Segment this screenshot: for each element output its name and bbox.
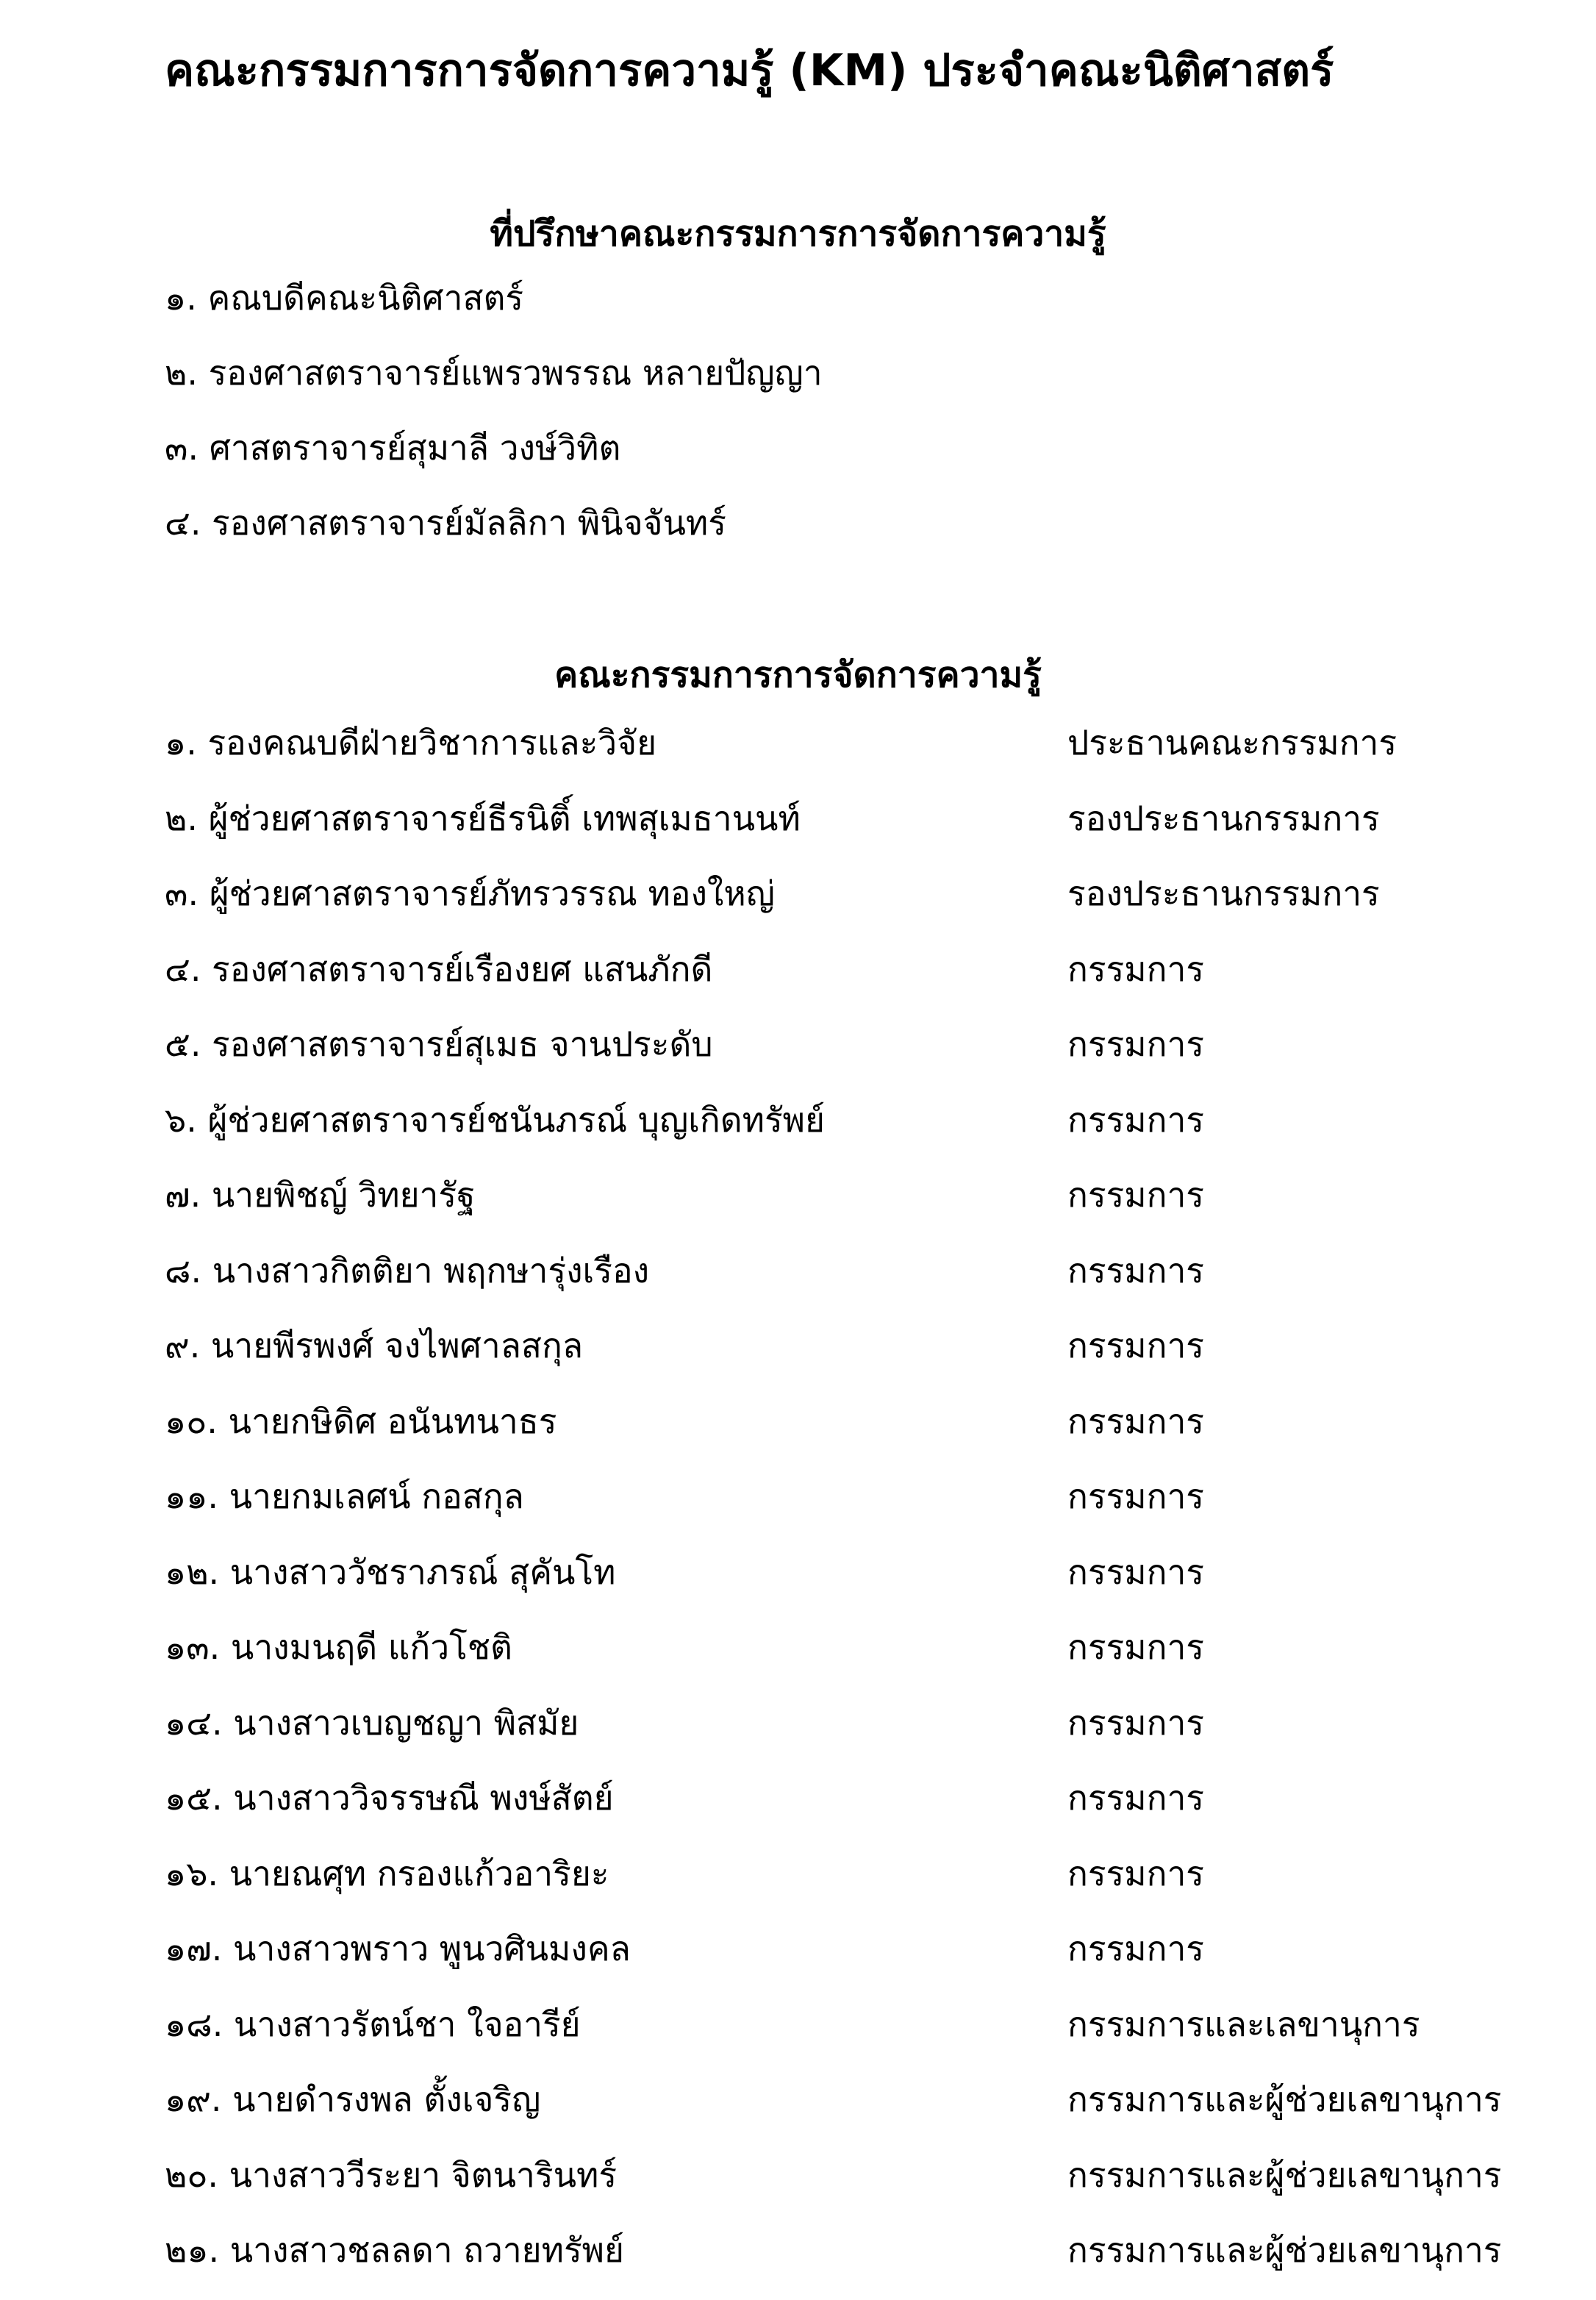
member-name: ๒๑. นางสาวชลลดา ถวายทรัพย์	[165, 2230, 624, 2270]
committee-member-row	[165, 1546, 1591, 1622]
member-role: กรรมการและผู้ช่วยเลขานุการ	[1067, 2079, 1502, 2119]
committee-member-row	[165, 1245, 1591, 1321]
member-role: รองประธานกรรมการ	[1067, 798, 1380, 838]
member-name: ๖. ผู้ช่วยศาสตราจารย์ชนันภรณ์ บุญเกิดทรัพย์	[165, 1099, 825, 1140]
member-name: ๑๕. นางสาววิจรรษณี พงษ์สัตย์	[165, 1778, 614, 1818]
committee-member-row	[165, 1772, 1591, 1848]
document-title: คณะกรรมการการจัดการความรู้ (KM) ประจำคณะนิติศาสตร์	[165, 45, 1334, 96]
committee-member-row	[165, 717, 1591, 793]
member-name: ๑๔. นางสาวเบญชญา พิสมัย	[165, 1702, 579, 1743]
member-name: ๑๙. นายดำรงพล ตั้งเจริญ	[165, 2079, 541, 2119]
committee-member-row	[165, 1018, 1591, 1094]
member-name: ๑๘. นางสาวรัตน์ชา ใจอารีย์	[165, 2004, 581, 2044]
member-role: กรรมการ	[1067, 1853, 1204, 1893]
committee-member-row	[165, 2149, 1591, 2225]
member-name: ๘. นางสาวกิตติยา พฤกษารุ่งเรือง	[165, 1250, 650, 1290]
committee-member-row	[165, 1169, 1591, 1245]
member-role: กรรมการ	[1067, 1702, 1204, 1743]
member-role: กรรมการ	[1067, 1778, 1204, 1818]
member-name: ๑๐. นายกษิดิศ อนันทนาธร	[165, 1401, 557, 1441]
member-name: ๓. ผู้ช่วยศาสตราจารย์ภัทรวรรณ ทองใหญ่	[165, 874, 775, 913]
member-name: ๑๓. นางมนฤดี แก้วโชติ	[165, 1627, 512, 1667]
committee-member-row	[165, 868, 1591, 943]
committee-member-row	[165, 1396, 1591, 1471]
committee-heading: คณะกรรมการการจัดการความรู้	[554, 654, 1042, 696]
member-name: ๔. รองศาสตราจารย์เรืองยศ แสนภักดี	[165, 949, 713, 989]
member-role: กรรมการ	[1067, 1326, 1204, 1365]
committee-member-row	[165, 1999, 1591, 2074]
member-role: กรรมการ	[1067, 1099, 1204, 1140]
committee-member-row	[165, 1320, 1591, 1396]
member-role: กรรมการ	[1067, 1401, 1204, 1441]
member-name: ๒. ผู้ช่วยศาสตราจารย์ธีรนิติ์ เทพสุเมธานนท์	[165, 798, 801, 838]
committee-member-row	[165, 2074, 1591, 2149]
advisors-heading: ที่ปรึกษาคณะกรรมการการจัดการความรู้	[490, 213, 1106, 254]
member-name: ๑๖. นายณศุท กรองแก้วอาริยะ	[165, 1853, 609, 1893]
advisor-item: ๓. ศาสตราจารย์สุมาลี วงษ์วิทิต	[165, 428, 621, 468]
advisor-item: ๒. รองศาสตราจารย์แพรวพรรณ หลายปัญญา	[165, 353, 823, 393]
committee-member-row	[165, 1471, 1591, 1546]
advisor-item: ๑. คณบดีคณะนิติศาสตร์	[165, 278, 524, 318]
member-name: ๗. นายพิชญ์ วิทยารัฐ	[165, 1175, 476, 1215]
member-role: ประธานคณะกรรมการ	[1067, 723, 1398, 762]
committee-list	[165, 717, 1591, 2300]
member-name: ๑๒. นางสาววัชราภรณ์ สุคันโท	[165, 1551, 616, 1592]
advisors-list	[165, 272, 823, 572]
member-name: ๑. รองคณบดีฝ่ายวิชาการและวิจัย	[165, 723, 657, 762]
committee-member-row	[165, 1094, 1591, 1170]
advisor-item: ๔. รองศาสตราจารย์มัลลิกา พินิจจันทร์	[165, 503, 726, 543]
committee-member-row	[165, 943, 1591, 1019]
member-role: กรรมการและผู้ช่วยเลขานุการ	[1067, 2154, 1502, 2195]
member-name: ๑๗. นางสาวพราว พูนวศินมงคล	[165, 1929, 631, 1968]
committee-member-row	[165, 1848, 1591, 1924]
member-role: กรรมการ	[1067, 1250, 1204, 1290]
member-name: ๕. รองศาสตราจารย์สุเมธ จานประดับ	[165, 1024, 713, 1064]
committee-member-row	[165, 2224, 1591, 2300]
member-name: ๙. นายพีรพงศ์ จงไพศาลสกุล	[165, 1326, 584, 1365]
member-role: กรรมการ	[1067, 1627, 1204, 1667]
member-role: กรรมการ	[1067, 1476, 1204, 1516]
member-role: กรรมการและผู้ช่วยเลขานุการ	[1067, 2230, 1502, 2270]
member-role: กรรมการ	[1067, 1024, 1204, 1064]
member-role: กรรมการ	[1067, 1551, 1204, 1592]
member-role: กรรมการ	[1067, 1929, 1204, 1968]
member-role: กรรมการ	[1067, 1175, 1204, 1215]
member-role: กรรมการ	[1067, 949, 1204, 989]
committee-member-row	[165, 793, 1591, 868]
committee-member-row	[165, 1697, 1591, 1773]
member-role: รองประธานกรรมการ	[1067, 874, 1380, 913]
member-name: ๑๑. นายกมเลศน์ กอสกุล	[165, 1476, 524, 1516]
committee-member-row	[165, 1923, 1591, 1999]
member-role: กรรมการและเลขานุการ	[1067, 2004, 1420, 2044]
committee-member-row	[165, 1621, 1591, 1697]
member-name: ๒๐. นางสาววีระยา จิตนารินทร์	[165, 2154, 618, 2195]
